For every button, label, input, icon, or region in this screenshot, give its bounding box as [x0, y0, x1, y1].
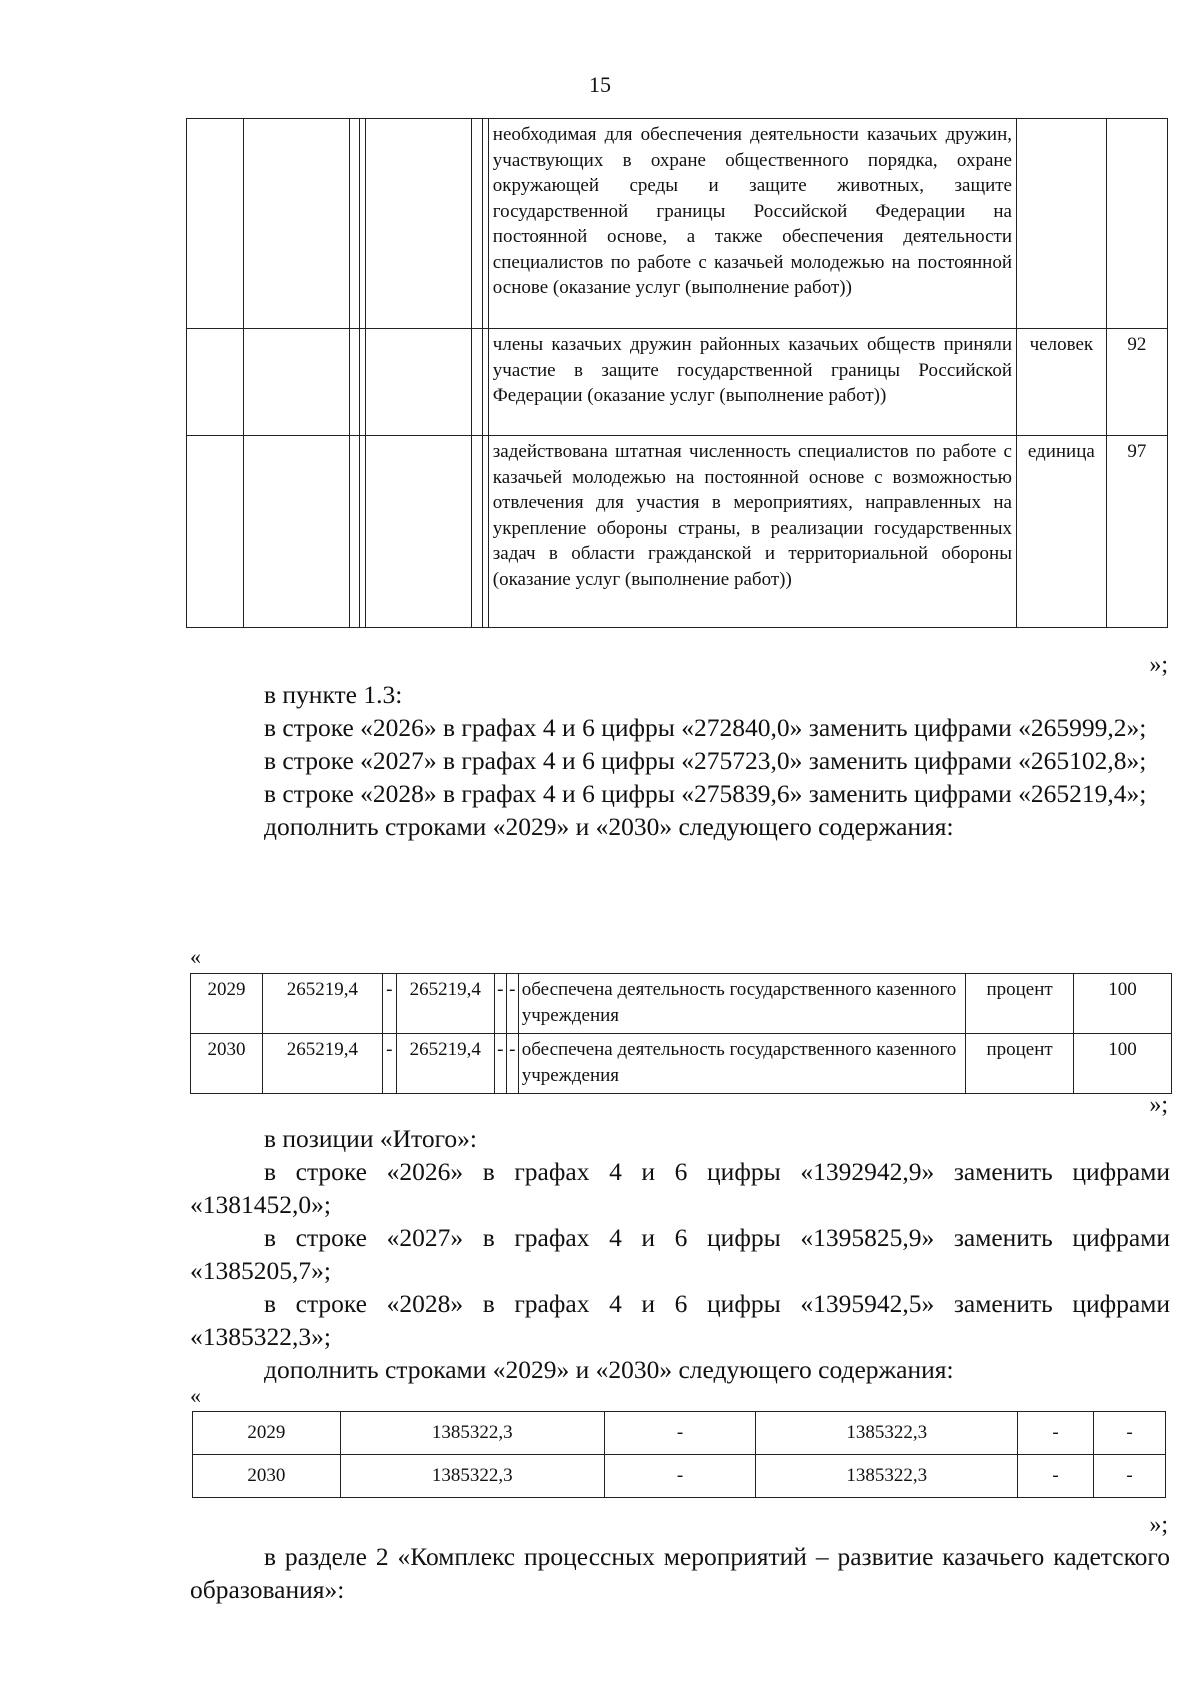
dash-cell: -: [506, 1034, 518, 1094]
dash-cell: -: [494, 974, 506, 1034]
year-cell: 2029: [191, 974, 263, 1034]
indicators-table-continued: [186, 118, 1168, 628]
closing-quote: »;: [1149, 652, 1168, 678]
page-number: 15: [589, 72, 611, 97]
amount-cell: 1385322,3: [756, 1412, 1018, 1455]
year-cell: 2030: [191, 1034, 263, 1094]
dash-cell: -: [1094, 1412, 1166, 1455]
dash-cell: -: [1018, 1412, 1094, 1455]
dash-cell: -: [382, 1034, 396, 1094]
section-2-intro: в позиции «Итого»:: [264, 1124, 477, 1153]
add-rows-line: дополнить строками «2029» и «2030» следующего содержания:: [264, 1355, 954, 1384]
add-rows-line: дополнить строками «2029» и «2030» следующего содержания:: [264, 812, 954, 841]
table-row: [187, 329, 1168, 436]
amount-cell: 1385322,3: [340, 1412, 604, 1455]
amount-cell: 1385322,3: [756, 1455, 1018, 1498]
section-3-text: [190, 1540, 1170, 1606]
amount-cell: 1385322,3: [340, 1455, 604, 1498]
amount-cell: 265219,4: [396, 974, 494, 1034]
unit-cell: процент: [966, 974, 1074, 1034]
section-1-intro: в пункте 1.3:: [264, 680, 403, 709]
dash-cell: -: [604, 1412, 756, 1455]
dash-cell: -: [494, 1034, 506, 1094]
table-row: [187, 119, 1168, 329]
dash-cell: -: [382, 974, 396, 1034]
dash-cell: -: [506, 974, 518, 1034]
indicator-text: обеспечена деятельность государственного казенного учреждения: [518, 1034, 965, 1094]
replace-line: в строке «2028» в графах 4 и 6 цифры «275839,6» заменить цифрами «265219,4»;: [264, 779, 1147, 808]
value-cell: 100: [1074, 974, 1172, 1034]
indicator-text: необходимая для обеспечения деятельности казачьих дружин, участвующих в охране общественного порядка, охране окружающей среды и защите животных, защите государственной границы Российской Федерации на постоянной основе, а также обеспечения деятельности специалистов по работе с казачьей молодежью на постоянной основе (оказание услуг (выполнение работ)): [488, 119, 1016, 329]
value-cell: [1106, 119, 1167, 329]
amount-cell: 265219,4: [262, 1034, 382, 1094]
closing-quote: »;: [1149, 1092, 1168, 1118]
unit-cell: [1017, 119, 1107, 329]
closing-quote: »;: [1149, 1512, 1168, 1538]
replace-line: в строке «2028» в графах 4 и 6 цифры «1395942,5» заменить цифрами «1385322,3»;: [190, 1289, 1170, 1351]
indicator-text: члены казачьих дружин районных казачьих обществ приняли участие в защите государственной границы Российской Федерации (оказание услуг (выполнение работ)): [488, 329, 1016, 436]
opening-quote: «: [190, 944, 201, 969]
year-cell: 2029: [193, 1412, 341, 1455]
dash-cell: -: [604, 1455, 756, 1498]
totals-2029-2030-table: [192, 1411, 1166, 1498]
dash-cell: -: [1018, 1455, 1094, 1498]
unit-cell: человек: [1017, 329, 1107, 436]
value-cell: 100: [1074, 1034, 1172, 1094]
section-3-line: в разделе 2 «Комплекс процессных мероприятий – развитие казачьего кадетского образования»:: [190, 1542, 1170, 1604]
replace-line: в строке «2027» в графах 4 и 6 цифры «275723,0» заменить цифрами «265102,8»;: [264, 746, 1147, 775]
replace-line: в строке «2026» в графах 4 и 6 цифры «1392942,9» заменить цифрами «1381452,0»;: [190, 1157, 1170, 1219]
year-cell: 2030: [193, 1455, 341, 1498]
replace-line: в строке «2027» в графах 4 и 6 цифры «1395825,9» заменить цифрами «1385205,7»;: [190, 1223, 1170, 1285]
indicator-text: задействована штатная численность специалистов по работе с казачьей молодежью на постоянной основе с возможностью отвлечения для участия в мероприятиях, направленных на укрепление обороны страны, в реализации государственных задач в области гражданской и территориальной обороны (оказание услуг (выполнение работ)): [488, 436, 1016, 628]
unit-cell: единица: [1017, 436, 1107, 628]
table-row: [187, 436, 1168, 628]
section-1-text: [190, 678, 1170, 843]
section-2-text: [190, 1122, 1170, 1386]
amount-cell: 265219,4: [396, 1034, 494, 1094]
table-row: [191, 974, 1172, 1034]
table-row: [191, 1034, 1172, 1094]
value-cell: 92: [1106, 329, 1167, 436]
unit-cell: процент: [966, 1034, 1074, 1094]
amount-cell: 265219,4: [262, 974, 382, 1034]
indicator-text: обеспечена деятельность государственного казенного учреждения: [518, 974, 965, 1034]
table-row: [193, 1455, 1166, 1498]
opening-quote: «: [190, 1383, 201, 1408]
rows-2029-2030-table: [190, 973, 1172, 1094]
dash-cell: -: [1094, 1455, 1166, 1498]
table-row: [193, 1412, 1166, 1455]
replace-line: в строке «2026» в графах 4 и 6 цифры «272840,0» заменить цифрами «265999,2»;: [264, 713, 1147, 742]
value-cell: 97: [1106, 436, 1167, 628]
